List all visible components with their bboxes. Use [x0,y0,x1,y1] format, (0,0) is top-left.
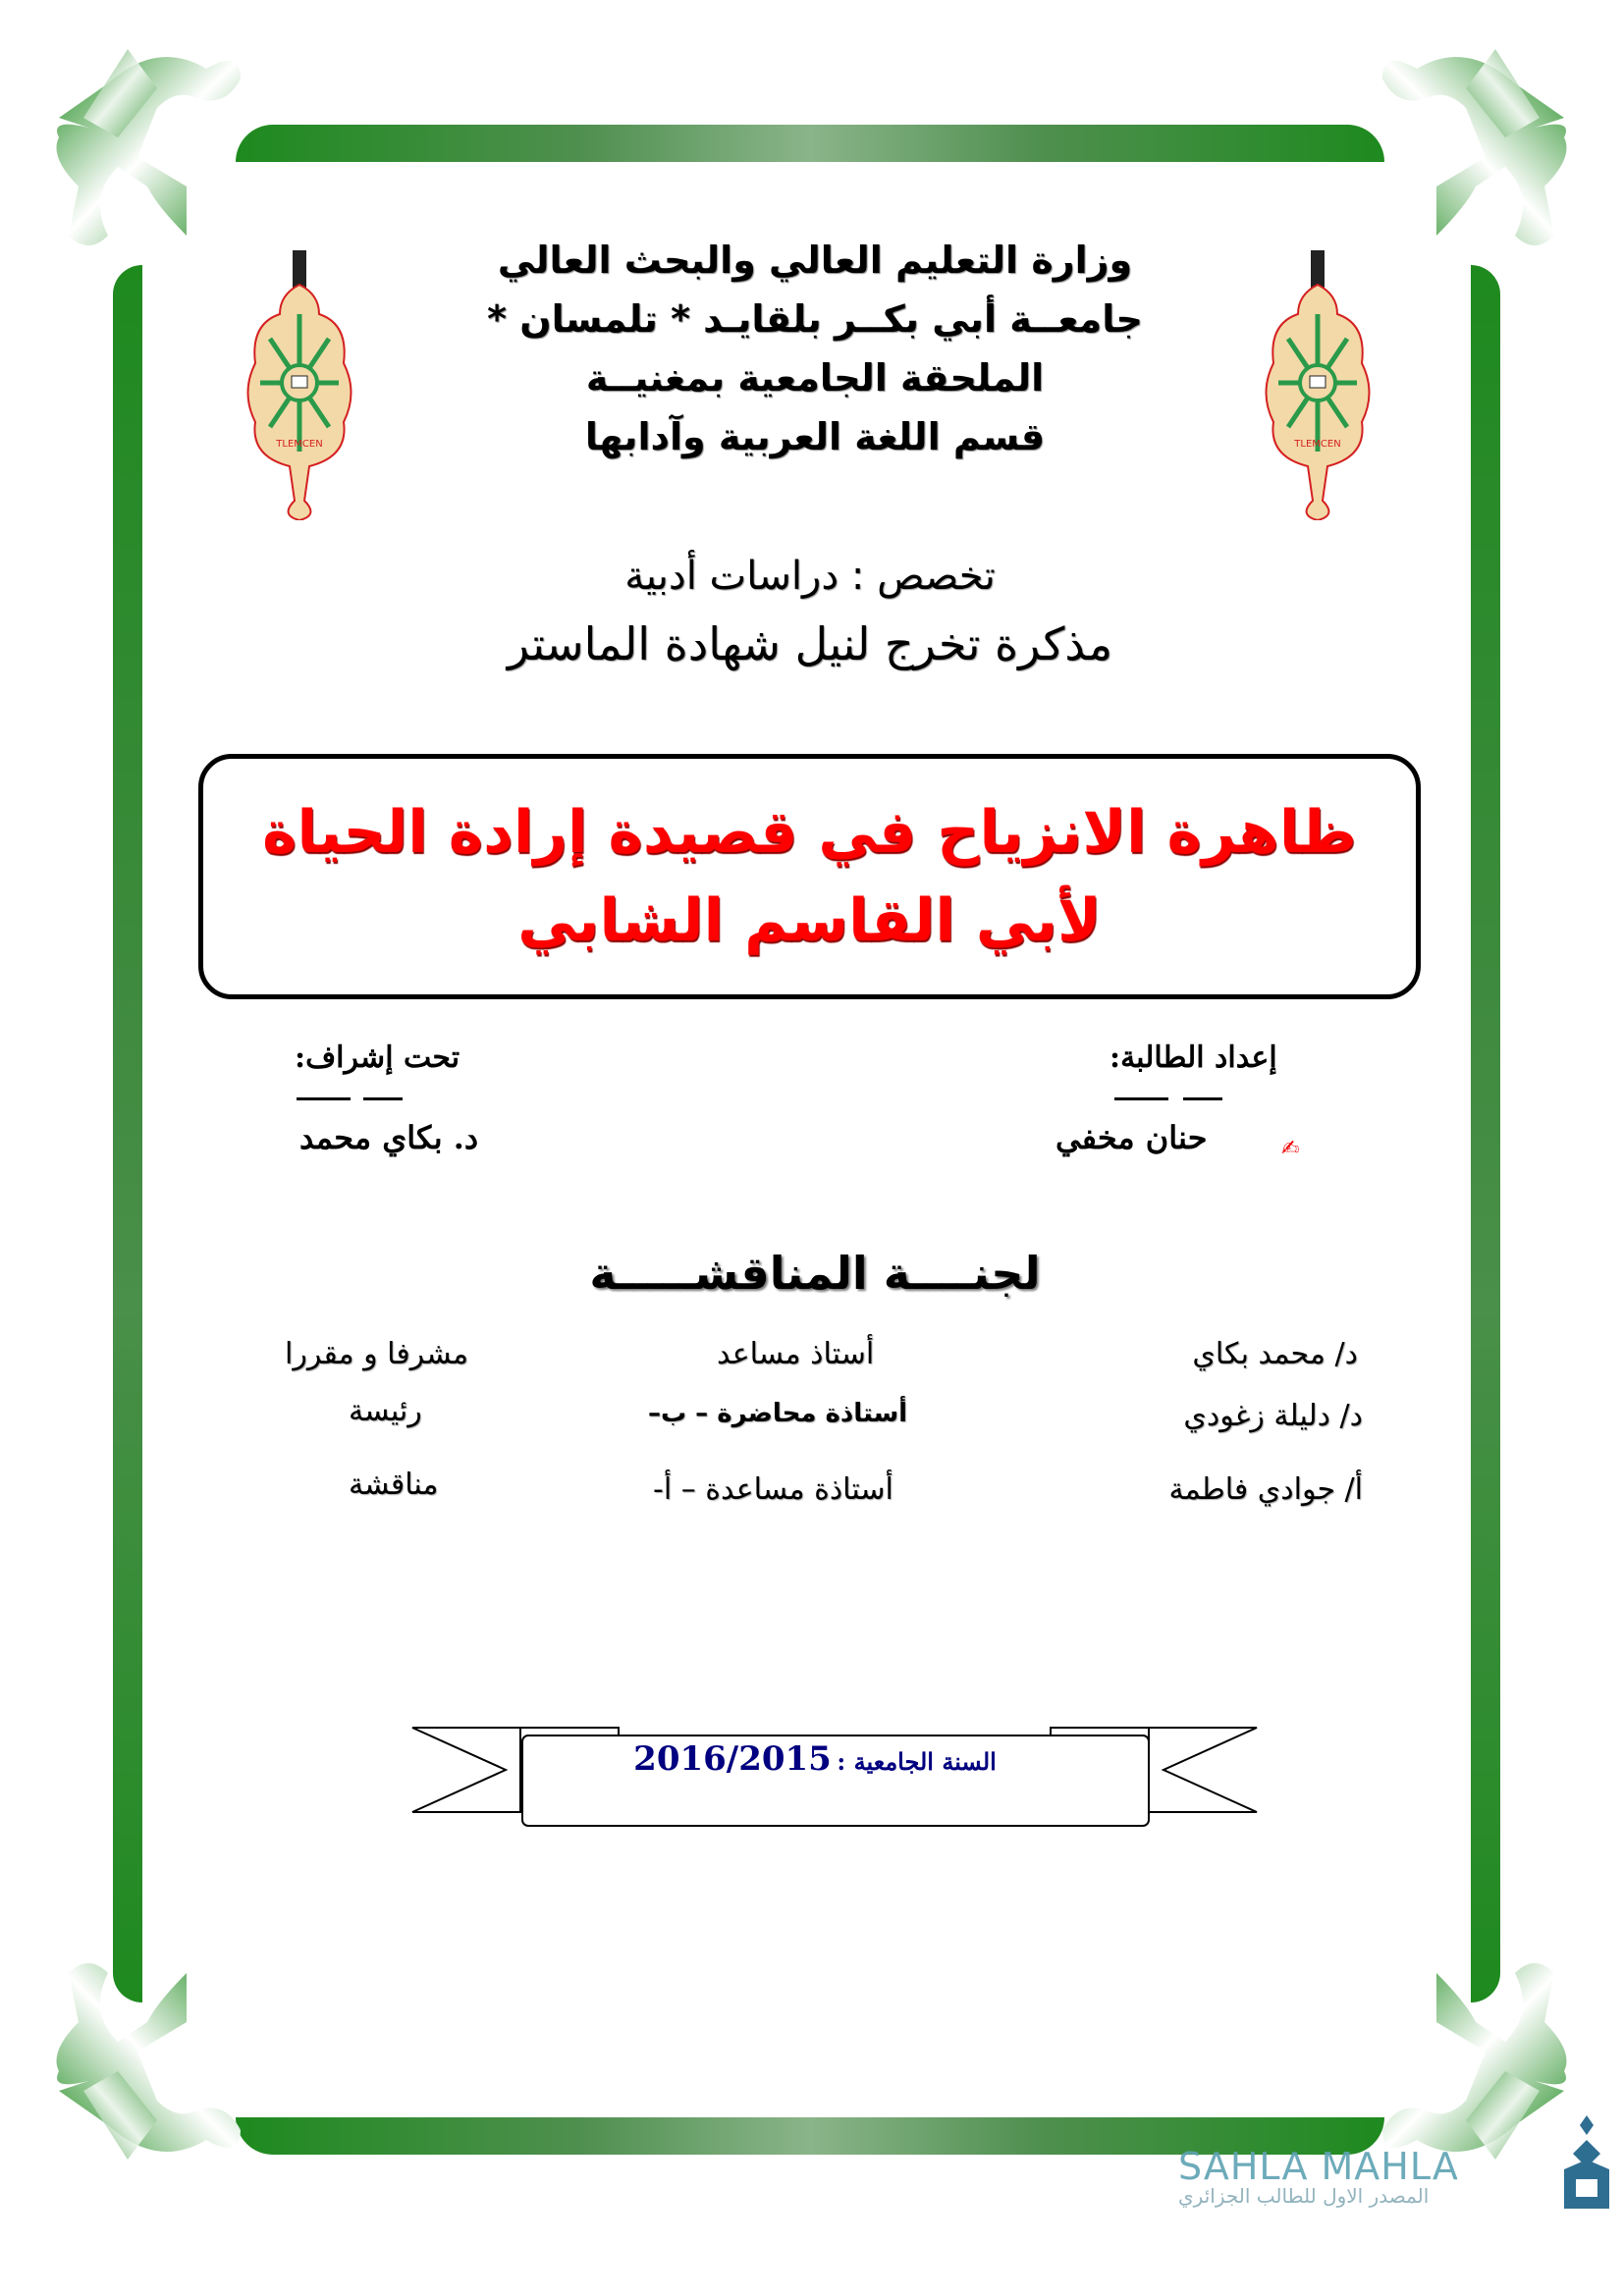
institution-header [373,231,1257,466]
member-2-name: د/ دليلة زغودي [1183,1399,1363,1433]
academic-year-value: 2016/2015 [633,1739,832,1779]
svg-text:TLEMCEN: TLEMCEN [276,439,323,450]
thesis-title-line-1: ظاهرة الانزياح في قصيدة إرادة الحياة [262,798,1357,867]
academic-year [604,1739,1026,1779]
frame-left-bar [113,265,142,2002]
member-2-role: رئيسة [349,1394,422,1428]
university-logo-right-icon [1259,245,1377,520]
frame-right-bar [1471,265,1500,2002]
writing-hand-icon: ✍ [1281,1137,1300,1161]
member-3-name: أ/ جوادي فاطمة [1168,1472,1363,1507]
prepared-by-label: إعداد الطالبة: [1109,1041,1277,1075]
corner-ornament-top-right-icon [1348,29,1594,285]
thesis-title-box [198,754,1421,999]
sahla-mahla-watermark [1178,2145,1551,2208]
member-1-name: د/ محمد بكاي [1192,1337,1358,1371]
svg-text:TLEMCEN: TLEMCEN [1294,439,1341,450]
student-name: حنان مخفي [1055,1119,1208,1156]
university-logo-left-icon [241,245,358,520]
member-2-rank: أستاذة محاضرة – ب– [648,1399,908,1428]
corner-ornament-bottom-left-icon [29,1924,275,2179]
supervisor-label: تحت إشراف: [295,1041,460,1075]
sahla-mahla-logo-icon [1556,2110,1617,2218]
member-1-role: مشرفا و مقررا [285,1337,469,1371]
university-line: جامعــة أبي بكــر بلقايـد * تلمسان * [487,297,1143,341]
member-3-rank: أستاذة مساعدة – أ- [653,1472,893,1507]
committee-title: لجنــــة المناقشـــــة [589,1247,1041,1300]
underline [1183,1097,1222,1100]
memo-type: مذكرة تخرج لنيل شهادة الماستر [507,617,1113,670]
ministry-line: وزارة التعليم العالي والبحث العالي [497,239,1133,282]
underline [1114,1097,1168,1100]
member-1-rank: أستاذ مساعد [717,1337,875,1371]
department-line: قسم اللغة العربية وآدابها [584,415,1046,458]
member-3-role: مناقشة [349,1468,439,1502]
corner-ornament-top-left-icon [29,29,275,285]
academic-year-label: السنة الجامعية : [837,1747,997,1776]
watermark-title: SAHLA MAHLA [1178,2145,1459,2188]
annex-line: الملحقة الجامعية بمغنيــة [585,356,1045,400]
thesis-title-line-2: لأبي القاسم الشابي [517,886,1102,955]
supervisor-name: د. بكاي محمد [299,1119,479,1156]
underline [363,1097,403,1100]
specialty: تخصص : دراسات أدبية [624,554,996,599]
frame-top-bar [236,125,1384,162]
watermark-subtitle: المصدر الاول للطالب الجزائري [1178,2184,1430,2208]
underline [297,1097,351,1100]
